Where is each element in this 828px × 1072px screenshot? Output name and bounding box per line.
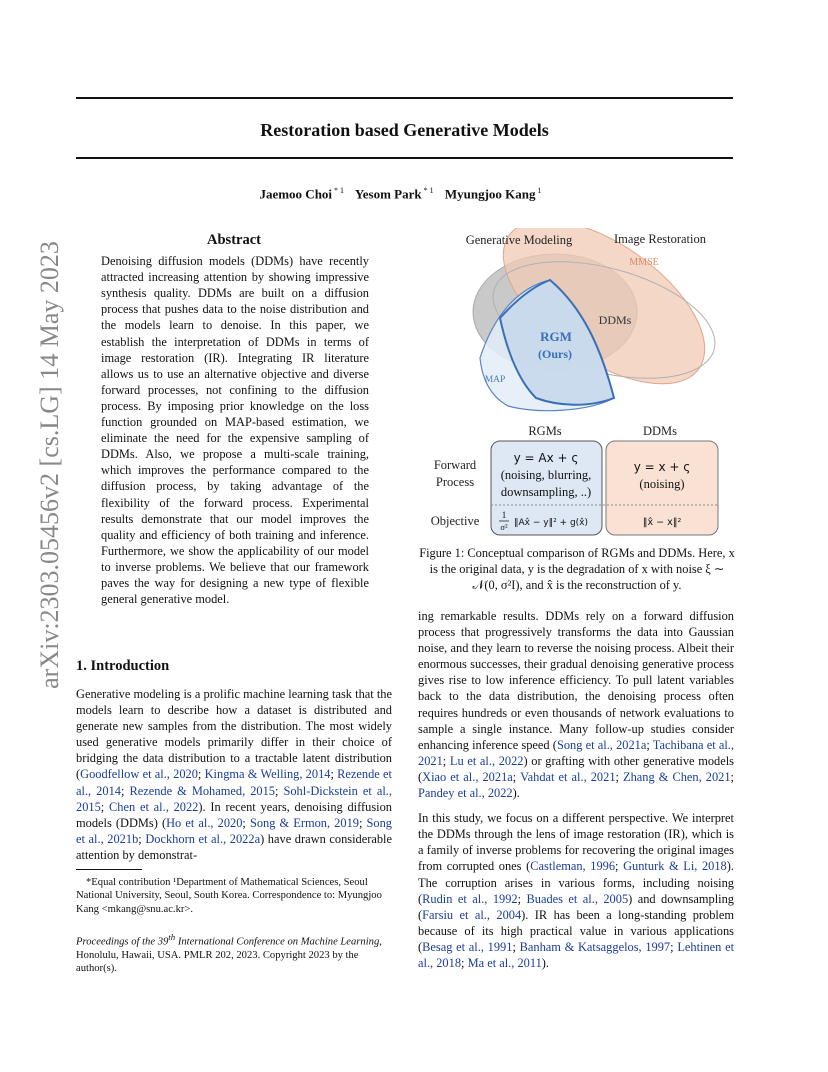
body-text: ) or grafting with other generative models ( xyxy=(418,753,734,784)
separator: ; xyxy=(512,769,521,784)
author-mark: * 1 xyxy=(334,186,345,195)
footnote-rule xyxy=(76,869,142,870)
venn-label-rgm: RGM xyxy=(540,329,572,344)
ddm-forward-desc: (noising) xyxy=(639,477,685,491)
ddm-forward-equation: y = x + ς xyxy=(633,460,691,474)
body-text: ). IR has been a long-standing problem because of its high practical value in various applications ( xyxy=(418,907,734,954)
citation-link[interactable]: Zhang & Chen, 2021 xyxy=(623,769,731,784)
author-name: Jaemoo Choi xyxy=(259,186,333,202)
author-mark: * 1 xyxy=(423,186,434,195)
citation-link[interactable]: Rezende & Mohamed, 2015 xyxy=(129,783,275,798)
proceedings-superscript: th xyxy=(168,932,176,942)
comparison-table xyxy=(431,424,718,535)
proceedings-text: International Conference on Machine Learning xyxy=(175,936,380,948)
footnote-proceedings xyxy=(76,931,392,976)
citation-link[interactable]: Tachibana et al., 2021 xyxy=(418,737,734,768)
body-text: Generative modeling is a prolific machine learning task that the models learn to describe how a dataset is distributed and generate new samples from the distribution. The most widely used generative models primarily differ in their choice of bridging the data distribution to a tractable latent distribution ( xyxy=(76,687,392,782)
separator: ; xyxy=(461,955,468,970)
figure-1-caption: Figure 1: Conceptual comparison of RGMs and DDMs. Here, x is the original data, y is the degradation of x with noise ξ ∼ 𝒩(0, σ²I), and x̂ is the reconstruction of y. xyxy=(419,546,735,592)
citation-link[interactable]: Dockhorn et al., 2022a xyxy=(145,831,261,846)
rgm-forward-desc-2: downsampling, ..) xyxy=(500,485,592,499)
rgm-forward-equation: y = Ax + ς xyxy=(513,451,579,465)
arxiv-stamp xyxy=(0,0,64,689)
separator: ; xyxy=(615,769,624,784)
intro-paragraph-1-continued xyxy=(418,608,734,801)
separator: ; xyxy=(358,815,367,830)
separator: ; xyxy=(274,783,284,798)
separator: ; xyxy=(512,939,520,954)
rgm-forward-desc-1: (noising, blurring, xyxy=(500,468,592,482)
separator: ; xyxy=(197,767,205,782)
table-col-ddms: DDMs xyxy=(642,424,678,438)
citation-link[interactable]: Song et al., 2021b xyxy=(76,815,392,846)
abstract-text: Denoising diffusion models (DDMs) have recently attracted increasing attention by showing impressive synthesis quality. DDMs are built on a diffusion process that pushes data to the noise distribution and the models learn to denoise. In this paper, we establish the interpretation of DDMs in terms of image restoration (IR). Integrating IR literature allows us to use an alternative objective and diverse forward processes, not confining to the diffusion process. By imposing prior knowledge on the loss function grounded on MAP-based estimation, we eliminate the need for the expensive sampling of DDMs. Also, we propose a multi-scale training, which improves the performance compared to the diffusion process, by taking advantage of the flexibility of the forward process. Experimental results demonstrate that our model improves the quality and efficiency of both training and inference. Furthermore, we show the applicability of our model to inverse problems. We believe that our framework paves the way for designing a new type of flexible general generative model. xyxy=(101,254,369,607)
separator: ; xyxy=(615,859,624,874)
separator: ; xyxy=(100,799,110,814)
figure-1 xyxy=(418,228,736,538)
venn-label-mmse: MMSE xyxy=(629,257,659,268)
venn-label-ddms: DDMs xyxy=(598,313,632,327)
abstract-section xyxy=(76,232,392,607)
author-list xyxy=(76,186,733,202)
citation-link[interactable]: Lu et al., 2022 xyxy=(449,753,524,768)
separator: ; xyxy=(730,769,734,784)
table-row-objective: Objective xyxy=(430,514,480,528)
citation-link[interactable]: Pandey et al., 2022 xyxy=(418,786,513,801)
separator: ; xyxy=(330,767,338,782)
body-text: ing remarkable results. DDMs rely on a forward diffusion process that progressively transforms the data into Gaussian noise, and they learn to reverse the noising process. Albeit their enormous successes, their gradual denoising generative process gives rise to low inference efficiency. To pull latent variables back to the data distribution, the denoising process often requires hundreds or even thousands of network evaluations to sample a single instance. Many follow-up studies consider enhancing inference speed ( xyxy=(418,609,734,752)
table-row-forward-1: Forward xyxy=(433,458,477,472)
citation-link[interactable]: Rezende et al., 2014 xyxy=(76,767,392,798)
separator: ; xyxy=(138,831,146,846)
top-rule xyxy=(76,97,733,99)
citation-link[interactable]: Chen et al., 2022 xyxy=(109,799,199,814)
body-text: ) and downsampling ( xyxy=(418,891,734,922)
rgm-objective-frac-den: σ² xyxy=(500,522,508,532)
citation-link[interactable]: Castleman, 1996 xyxy=(530,859,616,874)
separator: ; xyxy=(670,939,678,954)
body-text: In this study, we focus on a different perspective. We interpret the DDMs through the lens of image restoration (IR), which is a family of inverse problems for recovering the original images from corrupted ones ( xyxy=(418,811,734,874)
ddm-objective: ‖x̂ − x‖² xyxy=(642,517,682,528)
body-text: ) have drawn considerable attention by demonstrat- xyxy=(76,831,392,862)
citation-link[interactable]: Ho et al., 2020 xyxy=(166,815,243,830)
citation-link[interactable]: Besag et al., 1991 xyxy=(422,939,513,954)
separator: ; xyxy=(517,891,527,906)
intro-paragraph-2 xyxy=(418,810,734,971)
intro-paragraph-1 xyxy=(76,686,392,863)
citation-link[interactable]: Ma et al., 2011 xyxy=(467,955,542,970)
rgm-objective: ‖Ax̂ − y‖² + g(x̂) xyxy=(514,518,589,528)
venn-label-map: MAP xyxy=(484,375,506,385)
citation-link[interactable]: Goodfellow et al., 2020 xyxy=(80,767,198,782)
rgm-objective-frac-num: 1 xyxy=(501,510,507,520)
citation-link[interactable]: Lehtinen et al., 2018 xyxy=(418,939,735,970)
right-column-body xyxy=(418,608,734,980)
table-col-rgms: RGMs xyxy=(528,424,562,438)
separator: ; xyxy=(442,753,450,768)
citation-link[interactable]: Rudin et al., 1992 xyxy=(422,891,518,906)
citation-link[interactable]: Sohl-Dickstein et al., 2015 xyxy=(76,783,392,814)
citation-link[interactable]: Xiao et al., 2021a xyxy=(422,769,513,784)
venn-label-restoration: Image Restoration xyxy=(614,232,706,246)
citation-link[interactable]: Buades et al., 2005 xyxy=(526,891,629,906)
citation-link[interactable]: Gunturk & Li, 2018 xyxy=(623,859,727,874)
table-row-forward-2: Process xyxy=(435,475,475,489)
venn-label-generative: Generative Modeling xyxy=(465,233,573,247)
paper-title: Restoration based Generative Models xyxy=(260,120,549,140)
section-heading-introduction: 1. Introduction xyxy=(76,658,170,674)
abstract-heading: Abstract xyxy=(207,232,261,248)
citation-link[interactable]: Song & Ermon, 2019 xyxy=(249,815,359,830)
footnote-affiliations: *Equal contribution ¹Department of Mathematical Sciences, Seoul National University, Seoul, South Korea. Correspondence to: Myungjoo Kang <mkang@snu.ac.kr>. xyxy=(76,877,382,915)
author-mark: 1 xyxy=(537,186,542,195)
venn-diagram xyxy=(466,228,733,416)
arxiv-stamp-text: arXiv:2303.05456v2 [cs.LG] 14 May 2023 xyxy=(35,241,64,689)
separator: ; xyxy=(242,815,250,830)
body-text: ). xyxy=(512,786,520,801)
body-text: ). xyxy=(541,955,550,970)
author-name: Myungjoo Kang xyxy=(444,186,536,202)
citation-link[interactable]: Song et al., 2021a xyxy=(556,737,647,752)
citation-link[interactable]: Vahdat et al., 2021 xyxy=(520,769,616,784)
citation-link[interactable]: Kingma & Welling, 2014 xyxy=(204,767,331,782)
proceedings-text: , Honolulu, Hawaii, USA. PMLR 202, 2023. Copyright 2023 by the author(s). xyxy=(76,936,382,975)
author-name: Yesom Park xyxy=(354,186,422,202)
citation-link[interactable]: Farsiu et al., 2004 xyxy=(422,907,522,922)
citation-link[interactable]: Banham & Katsaggelos, 1997 xyxy=(519,939,671,954)
title-bottom-rule xyxy=(76,157,733,159)
venn-label-ours: (Ours) xyxy=(538,347,572,361)
body-text: ). In recent years, denoising diffusion models (DDMs) ( xyxy=(76,799,393,830)
proceedings-text: Proceedings of the 39 xyxy=(76,936,169,948)
separator: ; xyxy=(120,783,130,798)
body-text: ). The corruption arises in various forms, including noising ( xyxy=(418,859,734,906)
separator: ; xyxy=(646,737,653,752)
